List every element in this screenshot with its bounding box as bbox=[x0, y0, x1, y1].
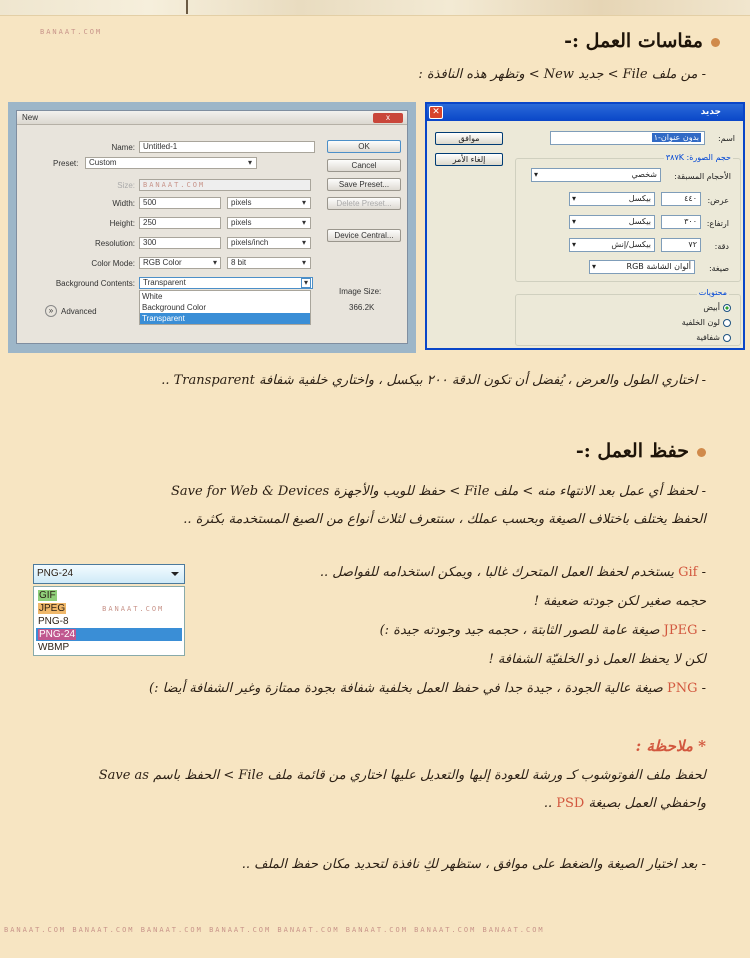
ar-preset-label: الأحجام المسبقة: bbox=[674, 172, 731, 181]
format-option-jpeg[interactable] bbox=[36, 602, 182, 615]
chevron-down-icon: ▾ bbox=[534, 170, 539, 179]
note-title: * ملاحظة : bbox=[635, 737, 706, 755]
advanced-label: Advanced bbox=[61, 307, 97, 316]
jpeg-text: صيغة عامة للصور الثابتة ، حجمه جيد وجودته جيدة :) bbox=[379, 623, 660, 638]
close-icon[interactable]: ✕ bbox=[429, 106, 443, 119]
chevron-down-icon: ▾ bbox=[592, 262, 597, 271]
image-size-value: 366.2K bbox=[349, 303, 375, 312]
note-final: - بعد اختيار الصيغة والضغط على موافق ، ستظهر لكِ نافذة لتحديد مكان حفظ الملف .. bbox=[241, 857, 706, 872]
bullet-icon bbox=[697, 448, 706, 457]
size-select bbox=[139, 179, 311, 191]
ar-width-input[interactable]: ٤٤٠ bbox=[661, 192, 701, 206]
format-option-wbmp[interactable]: WBMP bbox=[38, 642, 70, 653]
ar-mode-label: صيغة: bbox=[708, 264, 729, 273]
section1-intro: - من ملف File > جديد New > وتظهر هذه النافذة : bbox=[418, 67, 706, 82]
width-label: Width: bbox=[112, 199, 135, 208]
color-mode-label: Color Mode: bbox=[91, 259, 135, 268]
ar-contents-transparent[interactable] bbox=[696, 333, 731, 342]
format-dropdown bbox=[33, 564, 185, 658]
note-line2 bbox=[544, 791, 706, 817]
chevron-down-icon: ▾ bbox=[301, 278, 311, 288]
section2-heading bbox=[576, 440, 706, 462]
width-input[interactable]: 500 bbox=[139, 197, 221, 209]
chevron-down-icon: ▾ bbox=[301, 218, 306, 227]
cancel-button[interactable]: Cancel bbox=[327, 159, 401, 172]
ar-size-group-title: حجم الصورة: ٣٨٧K bbox=[665, 153, 731, 162]
section1-tip: - اختاري الطول والعرض ، يُفضل أن تكون الدقة ٢٠٠ بيكسل ، واختاري خلفية شفافة Transparent .. bbox=[161, 373, 706, 388]
radio-icon bbox=[723, 319, 731, 327]
height-input[interactable]: 250 bbox=[139, 217, 221, 229]
dialog-watermark: BANAAT.COM bbox=[143, 181, 206, 189]
format-option-gif[interactable] bbox=[36, 589, 182, 602]
height-label: Height: bbox=[109, 219, 135, 228]
resolution-input[interactable]: 300 bbox=[139, 237, 221, 249]
name-label: Name: bbox=[111, 143, 135, 152]
jpeg-line: - JPEG صيغة عامة للصور الثابتة ، حجمه جيد وجودته جيدة :) bbox=[379, 623, 706, 638]
section2-title: حفظ العمل :- bbox=[575, 440, 689, 462]
note-line1: لحفظ ملف الفوتوشوب كـ ورشة للعودة إليها والتعديل عليها اختاري من قائمة ملف File > الحفظ باسم Save as bbox=[98, 768, 706, 783]
png-label: PNG bbox=[666, 681, 698, 696]
banner-line bbox=[186, 0, 188, 14]
ar-resolution-label: دقة: bbox=[714, 242, 729, 251]
ar-height-unit-select[interactable] bbox=[569, 215, 655, 229]
height-unit: pixels bbox=[231, 218, 252, 227]
width-unit: pixels bbox=[231, 198, 252, 207]
advanced-toggle-icon[interactable]: » bbox=[45, 305, 57, 317]
dropdown-watermark: BANAAT.COM bbox=[102, 605, 165, 613]
ar-width-unit-select[interactable] bbox=[569, 192, 655, 206]
note-psd: PSD bbox=[556, 796, 585, 811]
ar-contents-bgcolor-label: لون الخلفية bbox=[681, 318, 720, 327]
png-text: صيغة عالية الجودة ، جيدة جدا في حفظ العمل بخلفية شفافة بجودة ممتازة وغير الشفافة أيضا :) bbox=[149, 681, 663, 696]
format-list bbox=[33, 586, 185, 656]
ar-height-input[interactable]: ٣٠٠ bbox=[661, 215, 701, 229]
section1-heading bbox=[564, 30, 720, 52]
ar-contents-white[interactable] bbox=[703, 303, 731, 312]
gif-line2: حجمه صغير لكن جودته ضعيفة ! bbox=[533, 594, 706, 609]
ar-name-input[interactable] bbox=[550, 131, 705, 145]
ar-ok-button[interactable]: موافق bbox=[435, 132, 503, 145]
preset-label: Preset: bbox=[53, 159, 79, 168]
ar-dialog-titlebar: جديد bbox=[427, 104, 743, 121]
name-input[interactable]: Untitled-1 bbox=[139, 141, 315, 153]
png-line: - PNG صيغة عالية الجودة ، جيدة جدا في حفظ العمل بخلفية شفافة بجودة ممتازة وغير الشفافة أيضا :) bbox=[149, 681, 706, 696]
background-contents-label: Background Contents: bbox=[55, 279, 135, 288]
device-central-button[interactable]: Device Central... bbox=[327, 229, 401, 242]
ar-contents-white-label: أبيض bbox=[703, 303, 720, 312]
ar-width-label: عرض: bbox=[707, 196, 729, 205]
ar-resolution-unit: بيكسل/إنش bbox=[611, 240, 651, 249]
background-contents-list bbox=[139, 290, 311, 325]
save-line1: - لحفظ أي عمل بعد الانتهاء منه > ملف File > حفظ للويب والأجهزة Save for Web & Devices bbox=[170, 484, 706, 499]
dialog-titlebar: New bbox=[17, 111, 407, 125]
gif-label: Gif bbox=[678, 565, 698, 580]
preset-select[interactable] bbox=[85, 157, 257, 169]
chevron-down-icon: ▾ bbox=[572, 240, 577, 249]
ar-name-value: بدون عنوان-١ bbox=[653, 133, 699, 142]
gif-line: - Gif يستخدم لحفظ العمل المتحرك غالبا ، ويمكن استخدامه للفواصل .. bbox=[319, 565, 706, 580]
watermark: BANAAT.COM bbox=[40, 28, 103, 36]
width-unit-select[interactable] bbox=[227, 197, 311, 209]
chevron-down-icon: ▾ bbox=[247, 158, 252, 167]
ar-cancel-button[interactable]: إلغاء الأمر bbox=[435, 153, 503, 166]
chevron-down-icon: ▾ bbox=[572, 194, 577, 203]
jpeg-label: JPEG bbox=[663, 623, 698, 638]
radio-checked-icon bbox=[723, 304, 731, 312]
chevron-down-icon bbox=[168, 567, 182, 581]
bullet-icon bbox=[711, 38, 720, 47]
chevron-down-icon: ▾ bbox=[212, 258, 217, 267]
resolution-unit: pixels/inch bbox=[231, 238, 269, 247]
photoshop-new-dialog-en bbox=[8, 102, 416, 353]
image-size-label: Image Size: bbox=[339, 287, 382, 296]
radio-icon bbox=[723, 334, 731, 342]
format-option-gif-label: GIF bbox=[39, 590, 56, 601]
chevron-down-icon: ▾ bbox=[572, 217, 577, 226]
bg-option-white[interactable]: White bbox=[142, 292, 163, 301]
ar-height-unit: بيكسل bbox=[628, 217, 651, 226]
photoshop-new-dialog-ar bbox=[425, 102, 745, 350]
preset-value: Custom bbox=[89, 158, 117, 167]
background-contents-value: Transparent bbox=[143, 278, 186, 287]
chevron-down-icon: ▾ bbox=[301, 238, 306, 247]
note-line2-a: واحفظي العمل بصيغة bbox=[588, 796, 706, 811]
chevron-down-icon: ▾ bbox=[301, 198, 306, 207]
ar-width-unit: بيكسل bbox=[628, 194, 651, 203]
ok-button[interactable]: OK bbox=[327, 140, 401, 153]
size-label: Size: bbox=[117, 181, 135, 190]
color-mode-value: RGB Color bbox=[143, 258, 182, 267]
format-select[interactable] bbox=[33, 564, 185, 584]
bg-option-background-color[interactable]: Background Color bbox=[142, 303, 207, 312]
ar-mode-select[interactable] bbox=[589, 260, 695, 274]
format-option-png24[interactable] bbox=[36, 628, 182, 641]
gif-text: يستخدم لحفظ العمل المتحرك غالبا ، ويمكن استخدامه للفواصل .. bbox=[319, 565, 674, 580]
height-unit-select[interactable] bbox=[227, 217, 311, 229]
ar-contents-bgcolor[interactable] bbox=[682, 318, 731, 327]
note-line2-b: .. bbox=[543, 796, 553, 811]
ar-preset-value: شخصي bbox=[631, 170, 657, 179]
format-option-jpeg-label: JPEG bbox=[39, 603, 66, 614]
section1-title: مقاسات العمل :- bbox=[564, 30, 703, 52]
resolution-unit-select[interactable] bbox=[227, 237, 311, 249]
format-selected: PNG-24 bbox=[37, 568, 74, 579]
background-contents-select[interactable] bbox=[139, 277, 313, 289]
top-banner bbox=[0, 0, 750, 16]
ar-preset-select[interactable] bbox=[531, 168, 661, 182]
delete-preset-button: Delete Preset... bbox=[327, 197, 401, 210]
resolution-label: Resolution: bbox=[94, 239, 135, 248]
bg-option-transparent[interactable]: Transparent bbox=[140, 313, 310, 324]
color-mode-select[interactable] bbox=[139, 257, 221, 269]
ar-resolution-input[interactable]: ٧٢ bbox=[661, 238, 701, 252]
dialog-window bbox=[16, 110, 408, 344]
jpeg-line2: لكن لا يحفظ العمل ذو الخلفيّة الشفافة ! bbox=[488, 652, 706, 667]
ar-contents-group-title: محتويات bbox=[698, 288, 727, 297]
chevron-down-icon: ▾ bbox=[301, 258, 306, 267]
ar-mode-value: ألوان الشاشة RGB bbox=[626, 262, 691, 271]
ar-name-label: اسم: bbox=[718, 134, 735, 143]
close-icon[interactable]: x bbox=[373, 113, 403, 123]
save-preset-button[interactable]: Save Preset... bbox=[327, 178, 401, 191]
footer-watermark: BANAAT.COM BANAAT.COM BANAAT.COM BANAAT.COM BANAAT.COM BANAAT.COM BANAAT.COM BANAAT.COM bbox=[4, 926, 545, 934]
bit-depth-value: 8 bit bbox=[231, 258, 247, 267]
ar-contents-transparent-label: شفافية bbox=[696, 333, 720, 342]
format-option-png8[interactable]: PNG-8 bbox=[38, 616, 69, 627]
format-option-png24-label: PNG-24 bbox=[39, 629, 76, 640]
ar-resolution-unit-select[interactable] bbox=[569, 238, 655, 252]
save-line2: الحفظ يختلف باختلاف الصيغة وبحسب عملك ، سنتعرف لثلاث أنواع من الصيغ المستخدمة بكثرة .. bbox=[183, 512, 706, 527]
bit-depth-select[interactable] bbox=[227, 257, 311, 269]
ar-height-label: ارتفاع: bbox=[706, 219, 729, 228]
